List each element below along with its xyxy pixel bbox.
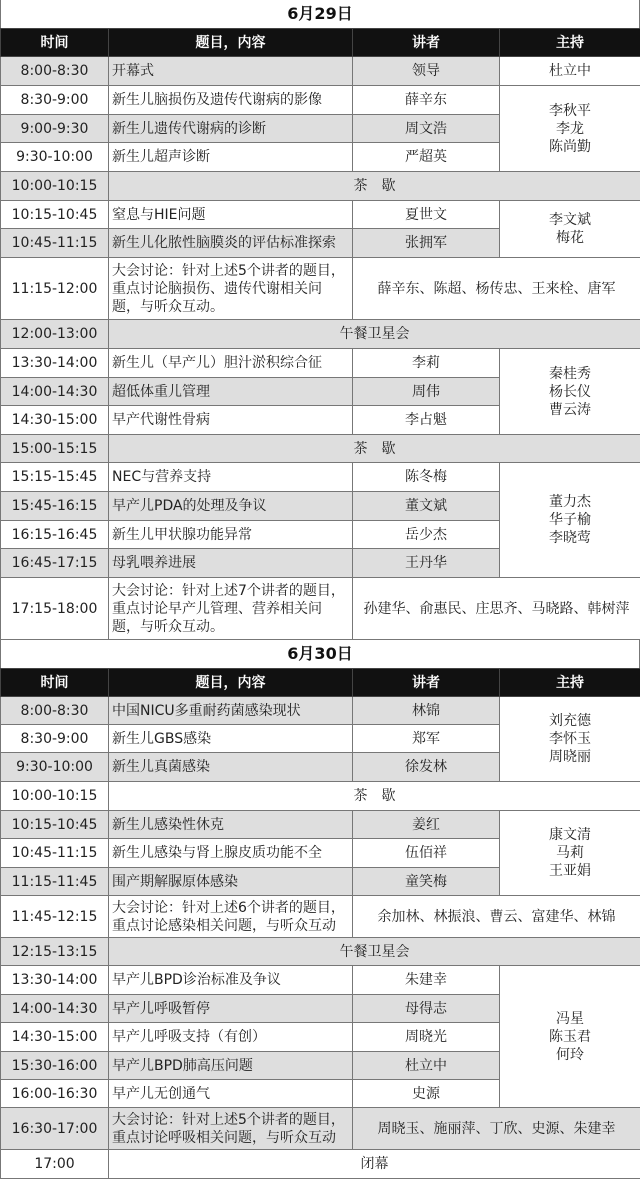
- host-name: 梅花: [556, 230, 584, 246]
- time-cell: 14:00-14:30: [1, 995, 109, 1023]
- column-header-speaker: 讲者: [353, 669, 500, 697]
- topic-cell: 新生儿化脓性脑膜炎的评估标准探索: [109, 229, 353, 258]
- host-name: 周晓丽: [549, 749, 591, 765]
- table-header: [1, 29, 640, 57]
- column-header-topic: 题目，内容: [109, 29, 353, 57]
- break-row: [1, 172, 640, 201]
- host-cell: [500, 811, 640, 896]
- break-row: [1, 782, 640, 811]
- host-name: 李龙: [556, 120, 584, 137]
- time-cell: 15:45-16:15: [1, 492, 109, 521]
- topic-cell: 早产儿BPD肺高压问题: [109, 1052, 353, 1080]
- topic-cell: 早产儿PDA的处理及争议: [109, 492, 353, 521]
- time-cell: 11:15-11:45: [1, 868, 109, 896]
- speaker-cell: 杜立中: [353, 1052, 500, 1080]
- host-cell: [500, 201, 640, 258]
- time-cell: 11:15-12:00: [1, 258, 109, 320]
- break-row: [1, 435, 640, 463]
- table-row: [1, 811, 640, 839]
- time-cell: 8:00-8:30: [1, 697, 109, 725]
- time-cell: 8:30-9:00: [1, 725, 109, 753]
- speaker-cell: 周文浩: [353, 115, 500, 143]
- host-name: 冯星: [556, 1010, 584, 1027]
- topic-cell: 新生儿超声诊断: [109, 143, 353, 172]
- time-cell: 14:30-15:00: [1, 406, 109, 435]
- table-row: [1, 966, 640, 995]
- discussion-topic: 大会讨论：针对上述5个讲者的题目，重点讨论脑损伤、遗传代谢相关问题，与听众互动。: [109, 258, 353, 320]
- speaker-cell: 王丹华: [353, 549, 500, 578]
- topic-cell: 新生儿甲状腺功能异常: [109, 521, 353, 549]
- discussion-panel: 余加林、林振浪、曹云、富建华、林锦: [353, 896, 640, 938]
- host-name: 董力杰: [549, 494, 591, 510]
- speaker-cell: 周伟: [353, 378, 500, 406]
- host-cell: [500, 463, 640, 578]
- time-cell: 9:30-10:00: [1, 143, 109, 172]
- table-row: [1, 349, 640, 378]
- speaker-cell: 严超英: [353, 143, 500, 172]
- speaker-cell: 董文斌: [353, 492, 500, 521]
- break-label: 茶 歇: [109, 782, 640, 811]
- host-name: 李文斌: [549, 212, 591, 228]
- host-name: 何玲: [556, 1046, 584, 1063]
- time-cell: 10:15-10:45: [1, 201, 109, 229]
- speaker-cell: 伍佰祥: [353, 839, 500, 868]
- host-cell: [500, 966, 640, 1108]
- break-row: [1, 938, 640, 966]
- time-cell: 16:00-16:30: [1, 1080, 109, 1108]
- time-cell: 14:00-14:30: [1, 378, 109, 406]
- topic-cell: 新生儿GBS感染: [109, 725, 353, 753]
- table-row: [1, 697, 640, 725]
- time-cell: 10:45-11:15: [1, 839, 109, 868]
- speaker-cell: 领导: [353, 57, 500, 86]
- time-cell: 15:00-15:15: [1, 435, 109, 463]
- topic-cell: 超低体重儿管理: [109, 378, 353, 406]
- topic-cell: 开幕式: [109, 57, 353, 86]
- topic-cell: 新生儿感染与肾上腺皮质功能不全: [109, 839, 353, 868]
- topic-cell: 窒息与HIE问题: [109, 201, 353, 229]
- column-header-speaker: 讲者: [353, 29, 500, 57]
- discussion-row: [1, 578, 640, 640]
- time-cell: 16:45-17:15: [1, 549, 109, 578]
- time-cell: 17:00: [1, 1150, 109, 1179]
- break-label: 午餐卫星会: [109, 938, 640, 966]
- column-header-topic: 题目，内容: [109, 669, 353, 697]
- discussion-row: [1, 258, 640, 320]
- host-name: 李怀玉: [549, 731, 591, 747]
- speaker-cell: 陈冬梅: [353, 463, 500, 492]
- time-cell: 13:30-14:00: [1, 966, 109, 995]
- discussion-row: [1, 1108, 640, 1150]
- topic-cell: 新生儿真菌感染: [109, 753, 353, 782]
- speaker-cell: 林锦: [353, 697, 500, 725]
- host-name: 李秋平: [549, 102, 591, 119]
- topic-cell: 新生儿感染性休克: [109, 811, 353, 839]
- day-title: 6月30日: [0, 640, 640, 668]
- discussion-topic: 大会讨论：针对上述6个讲者的题目，重点讨论感染相关问题，与听众互动: [109, 896, 353, 938]
- host-name: 杨长仪: [549, 383, 591, 400]
- speaker-cell: 郑军: [353, 725, 500, 753]
- time-cell: 8:30-9:00: [1, 86, 109, 115]
- discussion-row: [1, 896, 640, 938]
- speaker-cell: 徐发林: [353, 753, 500, 782]
- time-cell: 10:15-10:45: [1, 811, 109, 839]
- speaker-cell: 李莉: [353, 349, 500, 378]
- schedule-table: [0, 668, 640, 1179]
- host-name: 李晓莺: [549, 530, 591, 546]
- speaker-cell: 姜红: [353, 811, 500, 839]
- time-cell: 17:15-18:00: [1, 578, 109, 640]
- closing-row: [1, 1150, 640, 1179]
- time-cell: 10:00-10:15: [1, 782, 109, 811]
- host-name: 杜立中: [549, 63, 591, 79]
- speaker-cell: 朱建幸: [353, 966, 500, 995]
- topic-cell: 早产儿BPD诊治标准及争议: [109, 966, 353, 995]
- host-name: 刘充德: [549, 713, 591, 729]
- column-header-host: 主持: [500, 29, 640, 57]
- topic-cell: 早产儿呼吸暂停: [109, 995, 353, 1023]
- closing-label: 闭幕: [109, 1150, 640, 1179]
- column-header-time: 时间: [1, 29, 109, 57]
- host-name: 马莉: [556, 845, 584, 861]
- speaker-cell: 李占魁: [353, 406, 500, 435]
- time-cell: 15:15-15:45: [1, 463, 109, 492]
- speaker-cell: 史源: [353, 1080, 500, 1108]
- host-cell: [500, 349, 640, 435]
- time-cell: 15:30-16:00: [1, 1052, 109, 1080]
- time-cell: 13:30-14:00: [1, 349, 109, 378]
- host-cell: [500, 57, 640, 86]
- speaker-cell: 童笑梅: [353, 868, 500, 896]
- column-header-time: 时间: [1, 669, 109, 697]
- speaker-cell: 岳少杰: [353, 521, 500, 549]
- time-cell: 10:00-10:15: [1, 172, 109, 201]
- topic-cell: 新生儿（早产儿）胆汁淤积综合征: [109, 349, 353, 378]
- topic-cell: 中国NICU多重耐药菌感染现状: [109, 697, 353, 725]
- topic-cell: 早产儿无创通气: [109, 1080, 353, 1108]
- day-title: 6月29日: [0, 0, 640, 28]
- host-cell: [500, 86, 640, 172]
- discussion-panel: 薛辛东、陈超、杨传忠、王来栓、唐军: [353, 258, 640, 320]
- host-cell: [500, 697, 640, 782]
- host-name: 华子榆: [549, 512, 591, 528]
- speaker-cell: 夏世文: [353, 201, 500, 229]
- table-row: [1, 57, 640, 86]
- discussion-panel: 周晓玉、施丽萍、丁欣、史源、朱建幸: [353, 1108, 640, 1150]
- table-row: [1, 86, 640, 115]
- time-cell: 12:00-13:00: [1, 320, 109, 349]
- time-cell: 16:30-17:00: [1, 1108, 109, 1150]
- host-name: 陈玉君: [549, 1028, 591, 1045]
- time-cell: 12:15-13:15: [1, 938, 109, 966]
- topic-cell: 围产期解脲原体感染: [109, 868, 353, 896]
- host-name: 曹云涛: [549, 401, 591, 418]
- speaker-cell: 张拥军: [353, 229, 500, 258]
- topic-cell: 新生儿遗传代谢病的诊断: [109, 115, 353, 143]
- host-name: 康文清: [549, 827, 591, 843]
- table-row: [1, 201, 640, 229]
- discussion-topic: 大会讨论：针对上述5个讲者的题目，重点讨论呼吸相关问题，与听众互动: [109, 1108, 353, 1150]
- time-cell: 9:30-10:00: [1, 753, 109, 782]
- discussion-topic: 大会讨论：针对上述7个讲者的题目，重点讨论早产儿管理、营养相关问题，与听众互动。: [109, 578, 353, 640]
- speaker-cell: 周晓光: [353, 1023, 500, 1052]
- break-label: 午餐卫星会: [109, 320, 640, 349]
- time-cell: 11:45-12:15: [1, 896, 109, 938]
- time-cell: 16:15-16:45: [1, 521, 109, 549]
- break-row: [1, 320, 640, 349]
- topic-cell: 早产儿呼吸支持（有创）: [109, 1023, 353, 1052]
- speaker-cell: 母得志: [353, 995, 500, 1023]
- host-name: 秦桂秀: [549, 365, 591, 382]
- time-cell: 10:45-11:15: [1, 229, 109, 258]
- topic-cell: 新生儿脑损伤及遗传代谢病的影像: [109, 86, 353, 115]
- discussion-panel: 孙建华、俞惠民、庄思齐、马晓路、韩树萍: [353, 578, 640, 640]
- host-name: 陈尚勤: [549, 138, 591, 155]
- time-cell: 9:00-9:30: [1, 115, 109, 143]
- column-header-host: 主持: [500, 669, 640, 697]
- speaker-cell: 薛辛东: [353, 86, 500, 115]
- topic-cell: 母乳喂养进展: [109, 549, 353, 578]
- host-name: 王亚娟: [549, 863, 591, 879]
- schedule-table: [0, 28, 640, 640]
- table-header: [1, 669, 640, 697]
- time-cell: 8:00-8:30: [1, 57, 109, 86]
- time-cell: 14:30-15:00: [1, 1023, 109, 1052]
- break-label: 茶 歇: [109, 172, 640, 201]
- break-label: 茶 歇: [109, 435, 640, 463]
- topic-cell: NEC与营养支持: [109, 463, 353, 492]
- topic-cell: 早产代谢性骨病: [109, 406, 353, 435]
- table-row: [1, 463, 640, 492]
